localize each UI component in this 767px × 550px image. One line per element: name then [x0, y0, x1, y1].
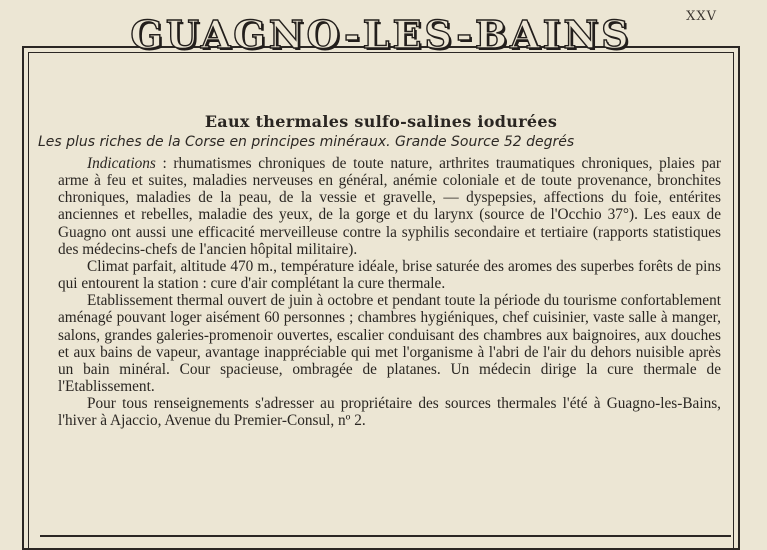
paragraph-climat: Climat parfait, altitude 470 m., température idéale, brise saturée des aromes des superbes forêts de pins qui entourent la station : cure d'air complétant la cure thermale.	[58, 257, 721, 293]
page-number: XXV	[686, 9, 717, 24]
ad-tagline: Les plus riches de la Corse en principes minéraux. Grande Source 52 degrés	[38, 134, 575, 150]
ad-title: GUAGNO-LES-BAINS	[130, 12, 632, 57]
ad-subtitle: Eaux thermales sulfo-salines iodurées	[204, 112, 558, 131]
paragraph-etablissement: Etablissement thermal ouvert de juin à octobre et pendant toute la période du tourisme confortablement aménagé pouvant loger aisément 60 personnes ; chambres hygiéniques, chef cuisinier, vaste salle à manger, salons, grandes galeries-promenoir ouvertes, escalier conduisant des chambres aux baignoires, aux douches et aux bains de vapeur, avantage inappréciable qui met l'organisme à l'abri de l'air du dehors nuisible après un bain minéral. Cour spacieuse, ombragée de platanes. Un médecin dirige la cure thermale de l'Etablissement.	[58, 292, 721, 396]
ad-body	[58, 155, 721, 430]
bottom-rule	[40, 535, 731, 537]
indications-text: : rhumatismes chroniques de toute nature, arthrites traumatiques chroniques, plaies par arme à feu et suites, maladies nerveuses en général, anémie coloniale et de toute provenance, bronchites chroniques, maladies de la peau, de la vessie et gravelle, — dyspepsies, affections du foie, entérites anciennes et rebelles, maladie des yeux, de la gorge et du larynx (source de l'Occhio 37°). Les eaux de Guagno ont aussi une efficacité merveilleuse contre la syphilis secondaire et tertiaire (rapports statistiques des médecins-chefs de l'ancien hôpital militaire).	[58, 155, 721, 258]
paragraph-indications	[58, 155, 721, 258]
indications-label: Indications	[87, 155, 156, 172]
paragraph-renseignements: Pour tous renseignements s'adresser au propriétaire des sources thermales l'été à Guagno-les-Bains, l'hiver à Ajaccio, Avenue du Premier-Consul, nº 2.	[58, 395, 721, 430]
